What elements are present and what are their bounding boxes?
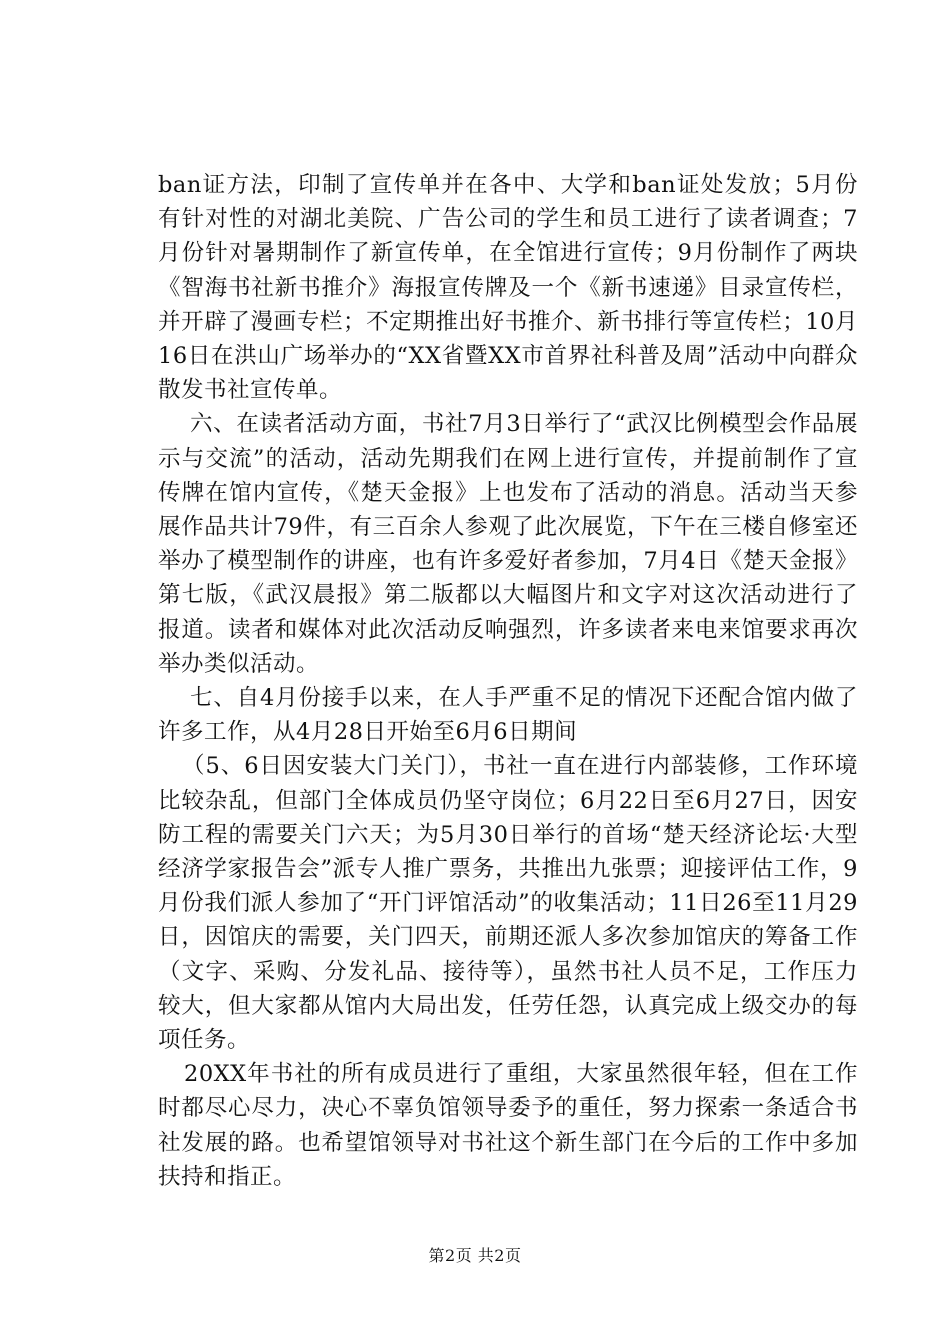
page-number-footer: 第2页 共2页 xyxy=(428,1246,522,1265)
document-body xyxy=(158,168,858,1194)
paragraph-cooperation-intro: 七、自4月份接手以来，在人手严重不足的情况下还配合馆内做了许多工作，从4月28日开始至6月6日期间 xyxy=(158,685,858,746)
paragraph-summary: 20XX年书社的所有成员进行了重组，大家虽然很年轻，但在工作时都尽心尽力，决心不辜负馆领导委予的重任，努力探索一条适合书社发展的路。也希望馆领导对书社这个新生部门在今后的工作中多加扶持和指正。 xyxy=(158,1061,858,1190)
paragraph-reader-activities: 六、在读者活动方面，书社7月3日举行了“武汉比例模型会作品展示与交流”的活动，活动先期我们在网上进行宣传，并提前制作了宣传牌在馆内宣传，《楚天金报》上也发布了活动的消息。活动当天参展作品共计79件，有三百余人参观了此次展览，下午在三楼自修室还举办了模型制作的讲座，也有许多爱好者参加，7月4日《楚天金报》第七版，《武汉晨报》第二版都以大幅图片和文字对这次活动进行了报道。读者和媒体对此次活动反响强烈，许多读者来电来馆要求再次举办类似活动。 xyxy=(158,411,858,677)
paragraph-publicity: ban证方法，印制了宣传单并在各中、大学和ban证处发放；5月份有针对性的对湖北美院、广告公司的学生和员工进行了读者调查；7月份针对暑期制作了新宣传单，在全馆进行宣传；9月份制作了两块《智海书社新书推介》海报宣传牌及一个《新书速递》目录宣传栏，并开辟了漫画专栏；不定期推出好书推介、新书排行等宣传栏；10月16日在洪山广场举办的“XX省暨XX市首界社科普及周”活动中向群众散发书社宣传单。 xyxy=(158,172,858,404)
paragraph-cooperation-details: （5、6日因安装大门关门），书社一直在进行内部装修，工作环境比较杂乱，但部门全体成员仍坚守岗位；6月22日至6月27日，因安防工程的需要关门六天；为5月30日举行的首场“楚天经济论坛·大型经济学家报告会”派专人推广票务，共推出九张票；迎接评估工作，9月份我们派人参加了“开门评馆活动”的收集活动；11日26至11月29日，因馆庆的需要，关门四天，前期还派人多次参加馆庆的筹备工作（文字、采购、分发礼品、接待等），虽然书社人员不足，工作压力较大，但大家都从馆内大局出发，任劳任怨，认真完成上级交办的每项任务。 xyxy=(158,753,858,1054)
